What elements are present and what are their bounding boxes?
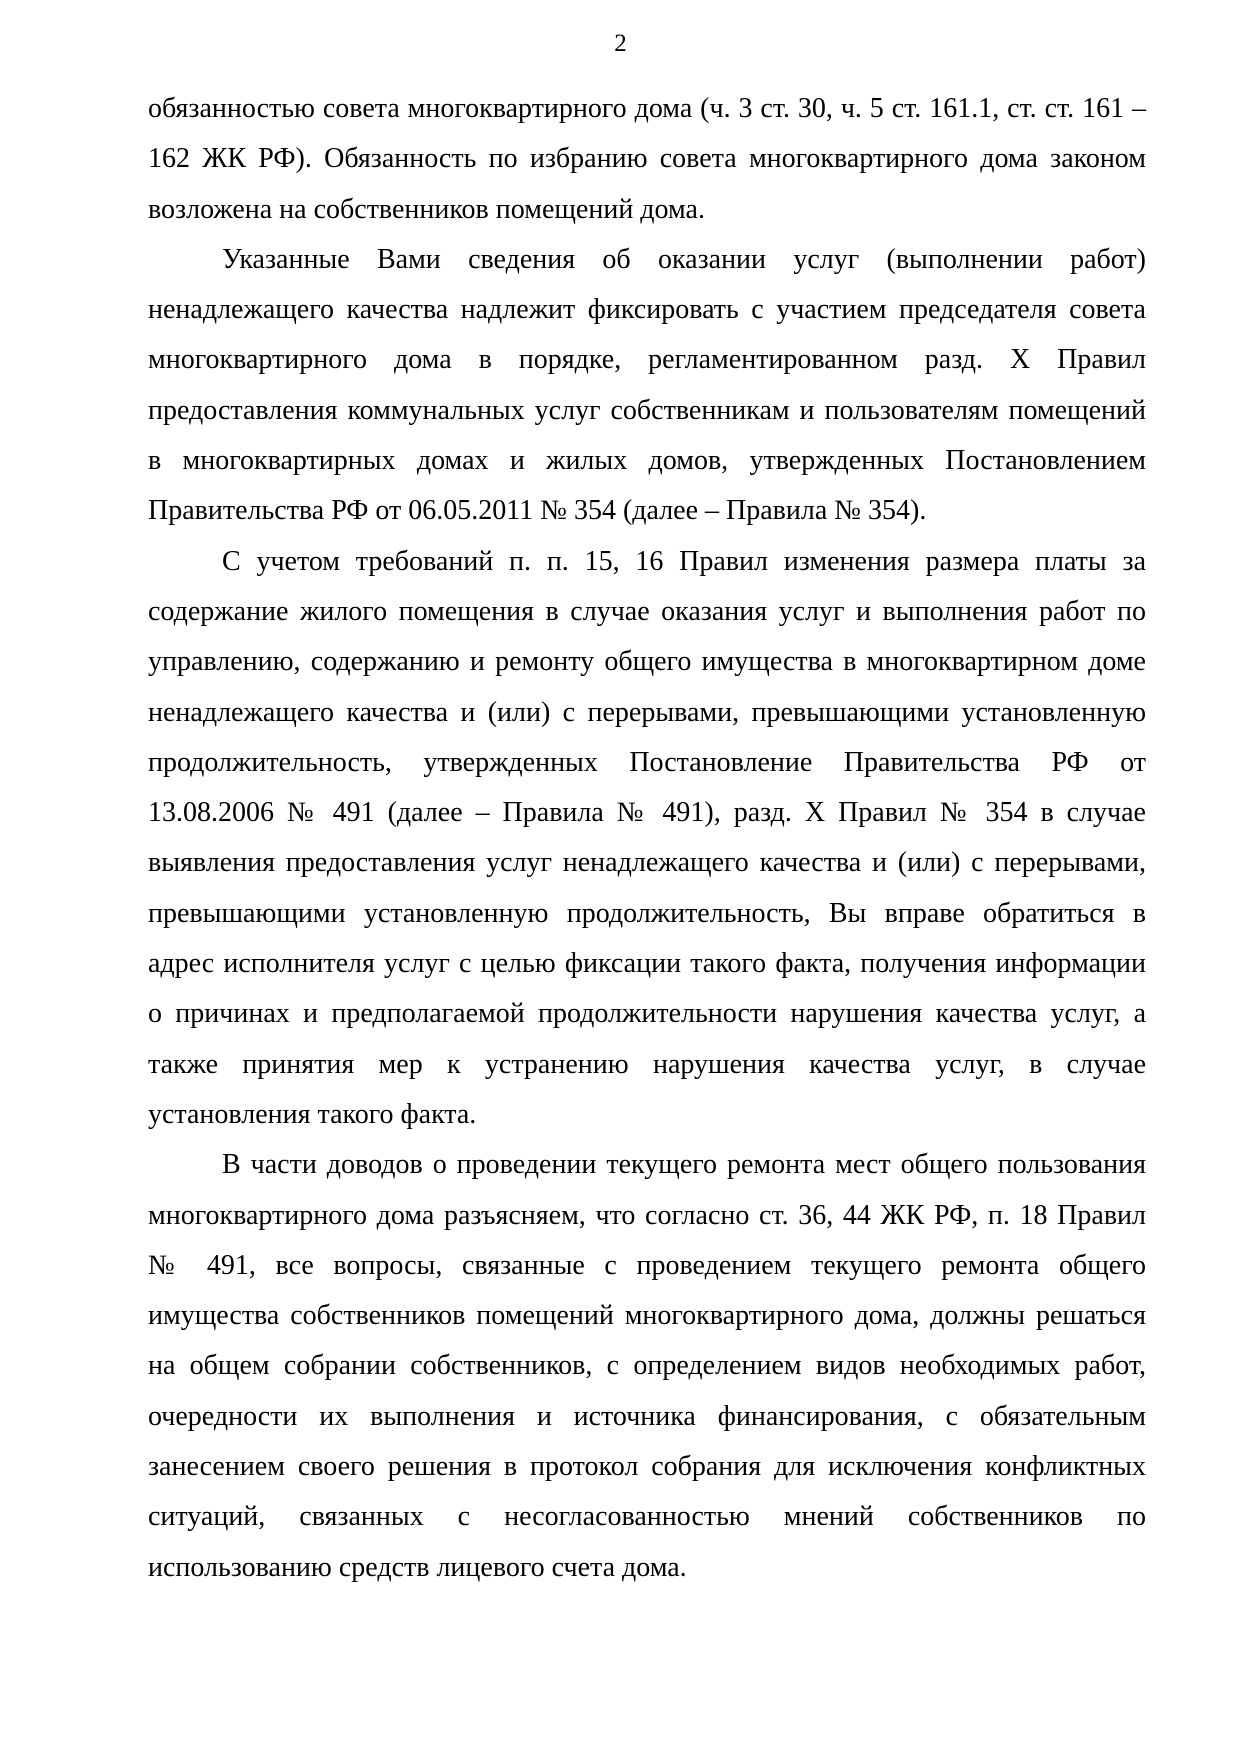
letter-body bbox=[148, 84, 1146, 1593]
paragraph-continuation: обязанностью совета многоквартирного дома (ч. 3 ст. 30, ч. 5 ст. 161.1, ст. ст. 161 – 162 ЖК РФ). Обязанность по избранию совета многоквартирного дома законом возложена на собственников помещений дома. bbox=[148, 93, 1146, 225]
paragraph-current-repair: В части доводов о проведении текущего ремонта мест общего пользования многоквартирного дома разъясняем, что согласно ст. 36, 44 ЖК РФ, п. 18 Правил № 491, все вопросы, связанные с проведением текущего ремонта общего имущества собственников помещений многоквартирного дома, должны решаться на общем собрании собственников, с определением видов необходимых работ, очередности их выполнения и источника финансирования, с обязательным занесением своего решения в протокол собрания для исключения конфликтных ситуаций, связанных с несогласованностью мнений собственников по использованию средств лицевого счета дома. bbox=[148, 1149, 1146, 1583]
page-number: 2 bbox=[614, 30, 627, 57]
paragraph-payment-rules: С учетом требований п. п. 15, 16 Правил изменения размера платы за содержание жилого помещения в случае оказания услуг и выполнения работ по управлению, содержанию и ремонту общего имущества в многоквартирном доме ненадлежащего качества и (или) с перерывами, превышающими установленную продолжительность, утвержденных Постановление Правительства РФ от 13.08.2006 № 491 (далее – Правила № 491), разд. X Правил № 354 в случае выявления предоставления услуг ненадлежащего качества и (или) с перерывами, превышающими установленную продолжительность, Вы вправе обратиться в адрес исполнителя услуг с целью фиксации такого факта, получения информации о причинах и предполагаемой продолжительности нарушения качества услуг, а также принятия мер к устранению нарушения качества услуг, в случае установления такого факта. bbox=[148, 545, 1146, 1130]
paragraph-quality-recording: Указанные Вами сведения об оказании услуг (выполнении работ) ненадлежащего качества надлежит фиксировать с участием председателя совета многоквартирного дома в порядке, регламентированном разд. X Правил предоставления коммунальных услуг собственникам и пользователям помещений в многоквартирных домах и жилых домов, утвержденных Постановлением Правительства РФ от 06.05.2011 № 354 (далее – Правила № 354). bbox=[148, 243, 1146, 527]
